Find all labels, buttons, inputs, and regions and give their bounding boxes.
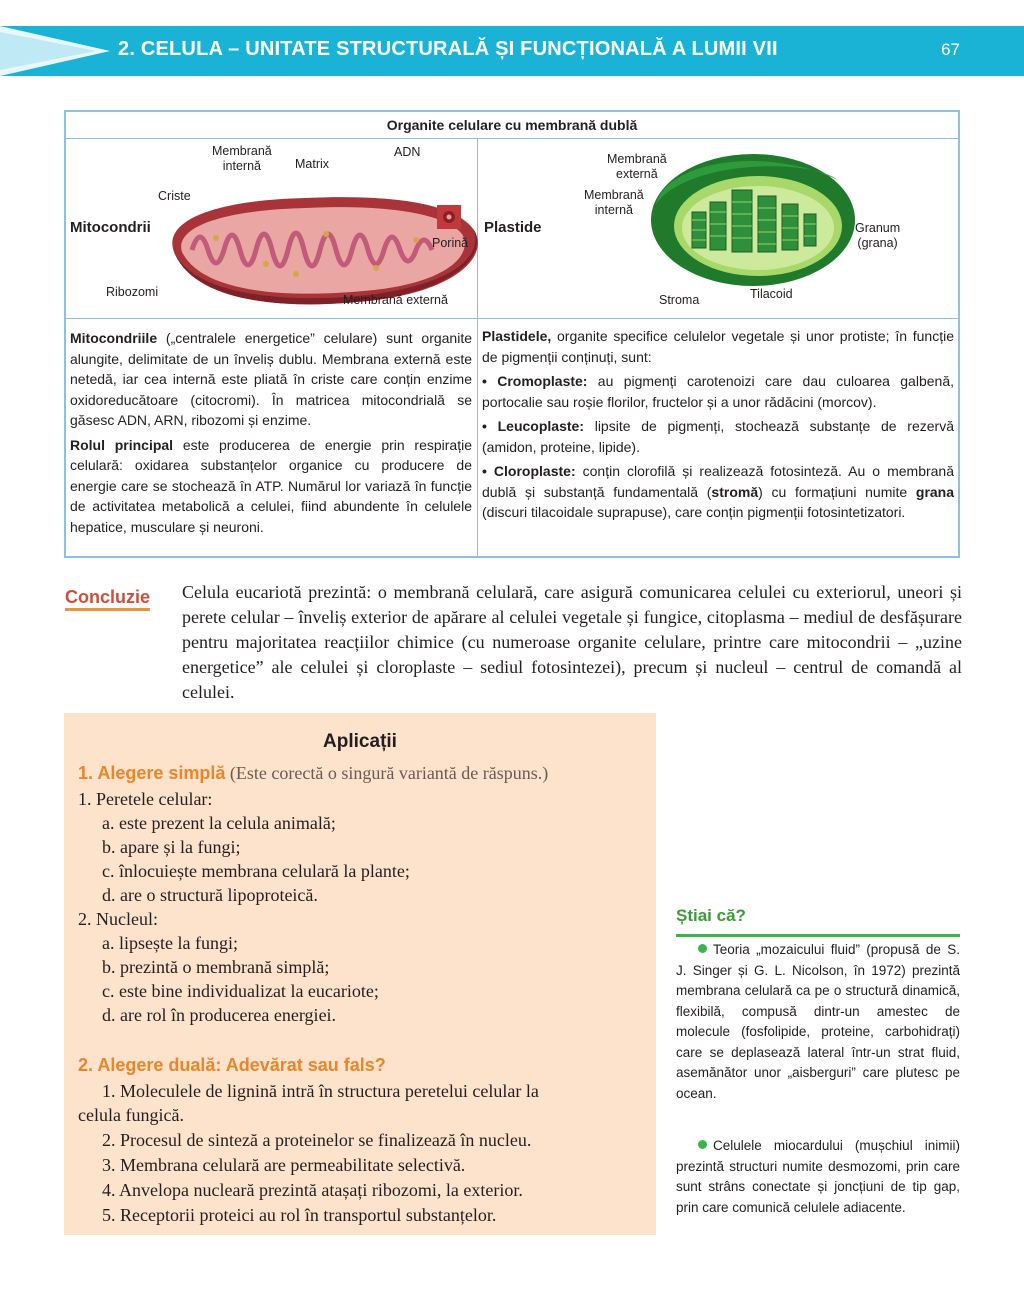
label-inner-membrane: Membrană internă — [212, 144, 272, 173]
plastids-description: Plastidele, organite specifice celulelor vegetale și unor protiste; în funcție de pigmenții conținuți, sunt: • Cromoplaste: au pigmenți carotenoizi care dau culoarea galbenă, portocalie sau roșie florilor, fructelor și a unor rădăcini (morcov). • Leucoplaste: lipsite de pigmenți, stochează substanțe de rezervă (amidon, proteine, lipide). • Cloroplaste: conțin clorofilă și realizează fotosinteză. Au o membrană dublă și substanță fundamentală (stromă) cu formațiuni numite grana (discuri tilacoidale suprapuse), care conțin pigmenții fotosintetizatori. — [482, 328, 955, 520]
did-you-know-paragraph-2: Celulele miocardului (mușchiul inimii) prezintă structuri numite desmozomi, prin care sunt strâns conectate și joncțiuni de tip gap, prin care comunică celulele adiacente. — [676, 1138, 960, 1215]
label-outer-membrane: Membrană externă — [343, 293, 448, 307]
tf-statement-1-cont: celula fungică. — [78, 1105, 184, 1125]
label-plastid-inner-membrane: Membrană internă — [584, 188, 644, 217]
organelles-table — [64, 110, 960, 558]
q1-option-a: a. este prezent la celula animală; — [102, 813, 336, 833]
q2-option-a: a. lipsește la fungi; — [102, 933, 238, 953]
conclusion-tag: Concluzie — [65, 587, 150, 611]
applications-title: Aplicații — [323, 731, 397, 752]
question-2: 2. Nucleul: — [78, 909, 158, 929]
row-label-mitochondria: Mitocondrii — [70, 219, 151, 236]
label-stroma: Stroma — [659, 293, 700, 307]
tf-statement-2: 2. Procesul de sinteză a proteinelor se finalizează în nucleu. — [102, 1130, 532, 1150]
question-1: 1. Peretele celular: — [78, 789, 213, 809]
porin-icon — [436, 204, 462, 230]
chloroplast-illustration — [648, 150, 858, 290]
label-cristae: Criste — [158, 189, 191, 203]
q2-option-c: c. este bine individualizat la eucariote; — [102, 981, 379, 1001]
tf-statement-4: 4. Anvelopa nucleară prezintă atașați ribozomi, la exterior. — [102, 1180, 523, 1200]
row-label-plastids: Plastide — [484, 219, 542, 236]
mitochondria-description: Mitocondriile („centralele energetice” celulare) sunt organite alungite, delimitate de un înveliș dublu. Membrana externă este netedă, iar cea internă este pliată în criste care conțin enzime oxidoreducătoare (citocromi). În matricea mitocondrială se găsesc ADN, ARN, ribozomi și enzime. Rolul principal este producerea de energie prin respirație celulară: oxidarea substanțelor organice cu producere de energie care se stochează în ATP. Numărul lor variază în funcție de activitatea metabolică a celulei, fiind abundente în celulele hepatice, musculare și neuroni. — [70, 330, 472, 535]
q1-option-b: b. apare și la fungi; — [102, 837, 241, 857]
q2-option-b: b. prezintă o membrană simplă; — [102, 957, 330, 977]
label-porin: Porină — [432, 236, 469, 250]
section-true-false: 2. Alegere duală: Adevărat sau fals? — [78, 1055, 386, 1075]
applications-box — [64, 713, 656, 1235]
label-thylakoid: Tilacoid — [750, 287, 793, 301]
page-number: 67 — [941, 40, 960, 59]
q1-option-c: c. înlocuiește membrana celulară la plante; — [102, 861, 410, 881]
label-ribosomes: Ribozomi — [106, 285, 159, 299]
section-single-choice: 1. Alegere simplă (Este corectă o singură variantă de răspuns.) — [78, 763, 549, 783]
tf-statement-1: 1. Moleculele de lignină intră în structura peretelui celular la — [102, 1081, 539, 1101]
chapter-header — [0, 26, 1024, 76]
did-you-know-title: Știai că? — [676, 906, 746, 925]
q2-option-d: d. are rol în producerea energiei. — [102, 1005, 337, 1025]
label-granum: Granum (grana) — [855, 221, 901, 250]
label-matrix: Matrix — [295, 157, 330, 171]
q1-option-d: d. are o structură lipoproteică. — [102, 885, 318, 905]
header-arrow-decoration — [0, 26, 120, 76]
chapter-title: 2. CELULA – UNITATE STRUCTURALĂ ȘI FUNCȚIONALĂ A LUMII VII — [118, 38, 778, 60]
bullet-icon — [698, 1140, 707, 1149]
label-dna: ADN — [394, 145, 421, 159]
conclusion-text: Celula eucariotă prezintă: o membrană celulară, care asigură comunicarea celulei cu exteriorul, uneori și perete celular – înveliș exterior de apărare al celulei vegetale și fungice, citoplasma – mediul de desfășurare pentru majoritatea reacțiilor chimice (cu numeroase organite celulare, printre care mitocondrii – „uzine energetice” ale celulei și cloroplaste – sediul fotosintezei), precum și nucleul – centrul de comandă al celulei. — [182, 582, 962, 702]
tf-statement-3: 3. Membrana celulară are permeabilitate selectivă. — [102, 1155, 466, 1175]
label-plastid-outer-membrane: Membrană externă — [607, 152, 667, 181]
table-caption: Organite celulare cu membrană dublă — [66, 112, 958, 139]
table-divider-horizontal — [66, 318, 958, 319]
did-you-know-paragraph-1: Teoria „mozaicului fluid” (propusă de S. J. Singer și G. L. Nicolson, în 1972) prezintă membrana celulară ca pe o structură dinamică, flexibilă, compusă dintr-un amestec de molecule (fosfolipide, proteine, carbohidrați) care se deplasează lateral într-un strat fluid, asemănător unor „aisberguri” care plutesc pe ocean. — [676, 942, 960, 1101]
tf-statement-5: 5. Receptorii proteici au rol în transportul substanțelor. — [102, 1205, 497, 1225]
did-you-know-divider — [676, 934, 960, 937]
bullet-icon — [698, 944, 707, 953]
